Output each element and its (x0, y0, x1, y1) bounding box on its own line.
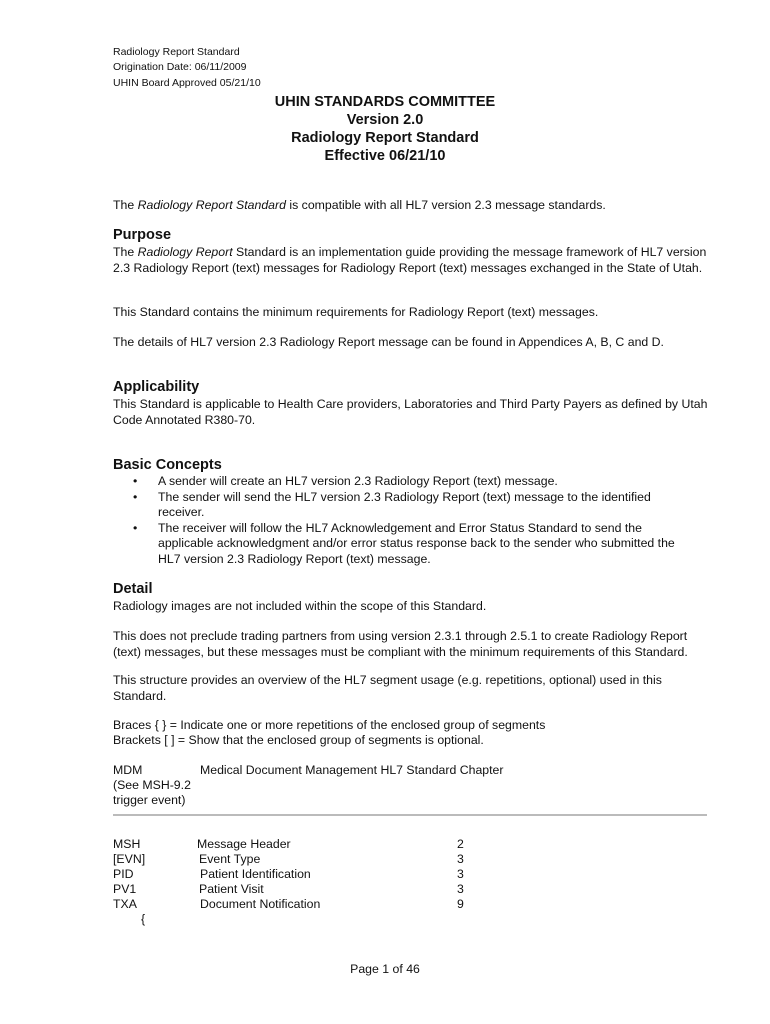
bullet-icon: • (133, 489, 138, 504)
segment-description: Patient Identification (200, 867, 311, 881)
list-item (113, 474, 693, 490)
header-board-approved: UHIN Board Approved 05/21/10 (113, 77, 261, 89)
title-version: Version 2.0 (346, 112, 424, 128)
segment-chapter: 2 (457, 837, 464, 851)
purpose-paragraph-1 (113, 244, 713, 276)
brackets-legend: Brackets [ ] = Show that the enclosed group of segments is optional. (113, 733, 484, 747)
page-number: Page 1 of 46 (350, 962, 420, 976)
applicability-heading: Applicability (113, 379, 200, 395)
detail-paragraph-3: This structure provides an overview of the HL7 segment usage (e.g. repetitions, optional) used in this Standard. (113, 673, 662, 703)
mdm-note-text-1: (See MSH-9.2 (113, 778, 191, 792)
list-item-text: The receiver will follow the HL7 Acknowledgement and Error Status Standard to send the applicable acknowledgment and/or error status response back to the sender who submitted the HL7 version 2.3 Radiology Report (text) message. (158, 520, 675, 566)
list-item-text: The sender will send the HL7 version 2.3 Radiology Report (text) message to the identified receiver. (158, 489, 651, 519)
open-brace: { (141, 912, 146, 926)
detail-paragraph-2: This does not preclude trading partners from using version 2.3.1 through 2.5.1 to create Radiology Report (text) messages, but these messages must be compliant with the minimum requirements of this Standard. (113, 629, 688, 659)
header-origination-date: Origination Date: 06/11/2009 (113, 61, 247, 73)
mdm-description: Medical Document Management HL7 Standard Chapter (200, 763, 504, 777)
segment-description: Message Header (197, 837, 291, 851)
applicability-paragraph: This Standard is applicable to Health Care providers, Laboratories and Third Party Payers as defined by Utah Code Annotated R380-70. (113, 397, 708, 427)
purpose-p1-pre: The (113, 245, 138, 259)
segment-code: [EVN] (113, 852, 146, 866)
purpose-paragraph-3: The details of HL7 version 2.3 Radiology Report message can be found in Appendices A, B, C and D. (113, 335, 664, 349)
title-committee: UHIN STANDARDS COMMITTEE (274, 94, 496, 110)
horizontal-divider (113, 814, 707, 816)
title-effective-date: Effective 06/21/10 (324, 148, 446, 164)
detail-paragraph-1: Radiology images are not included within the scope of this Standard. (113, 599, 487, 613)
segment-code: MSH (113, 837, 141, 851)
intro-text-post: is compatible with all HL7 version 2.3 message standards. (285, 198, 606, 212)
list-item-text: A sender will create an HL7 version 2.3 Radiology Report (text) message. (158, 474, 558, 488)
list-item (113, 490, 693, 521)
intro-text-italic: Radiology Report Standard (137, 198, 286, 212)
segment-chapter: 3 (457, 852, 464, 866)
purpose-paragraph-2: This Standard contains the minimum requirements for Radiology Report (text) messages. (113, 305, 599, 319)
basic-concepts-heading: Basic Concepts (113, 457, 222, 473)
segment-description: Event Type (199, 852, 261, 866)
braces-legend: Braces { } = Indicate one or more repetitions of the enclosed group of segments (113, 718, 546, 732)
title-standard: Radiology Report Standard (291, 130, 479, 146)
bullet-icon: • (133, 474, 138, 488)
purpose-p1-italic: Radiology Report (137, 245, 233, 259)
segment-chapter: 3 (457, 882, 464, 896)
intro-text-pre: The (113, 198, 138, 212)
bullet-icon: • (133, 520, 138, 535)
purpose-heading: Purpose (113, 227, 172, 243)
segment-code: TXA (113, 897, 137, 911)
segment-chapter: 9 (457, 897, 464, 911)
segment-chapter: 3 (457, 867, 464, 881)
header-document-name: Radiology Report Standard (113, 46, 240, 58)
segment-code: PV1 (113, 882, 137, 896)
segment-description: Document Notification (200, 897, 321, 911)
mdm-note-text-2: trigger event) (113, 793, 186, 807)
segment-description: Patient Visit (199, 882, 264, 896)
purpose-p1-post: Standard is an implementation guide providing the message framework of HL7 version 2.3 Radiology Report (text) messages for Radiology Report (text) messages exchanged in the State of Utah. (113, 245, 707, 275)
detail-heading: Detail (113, 581, 153, 597)
segment-code: PID (113, 867, 134, 881)
list-item (113, 521, 693, 568)
intro-paragraph (113, 197, 713, 213)
mdm-code: MDM (113, 763, 143, 777)
basic-concepts-list (113, 474, 693, 567)
